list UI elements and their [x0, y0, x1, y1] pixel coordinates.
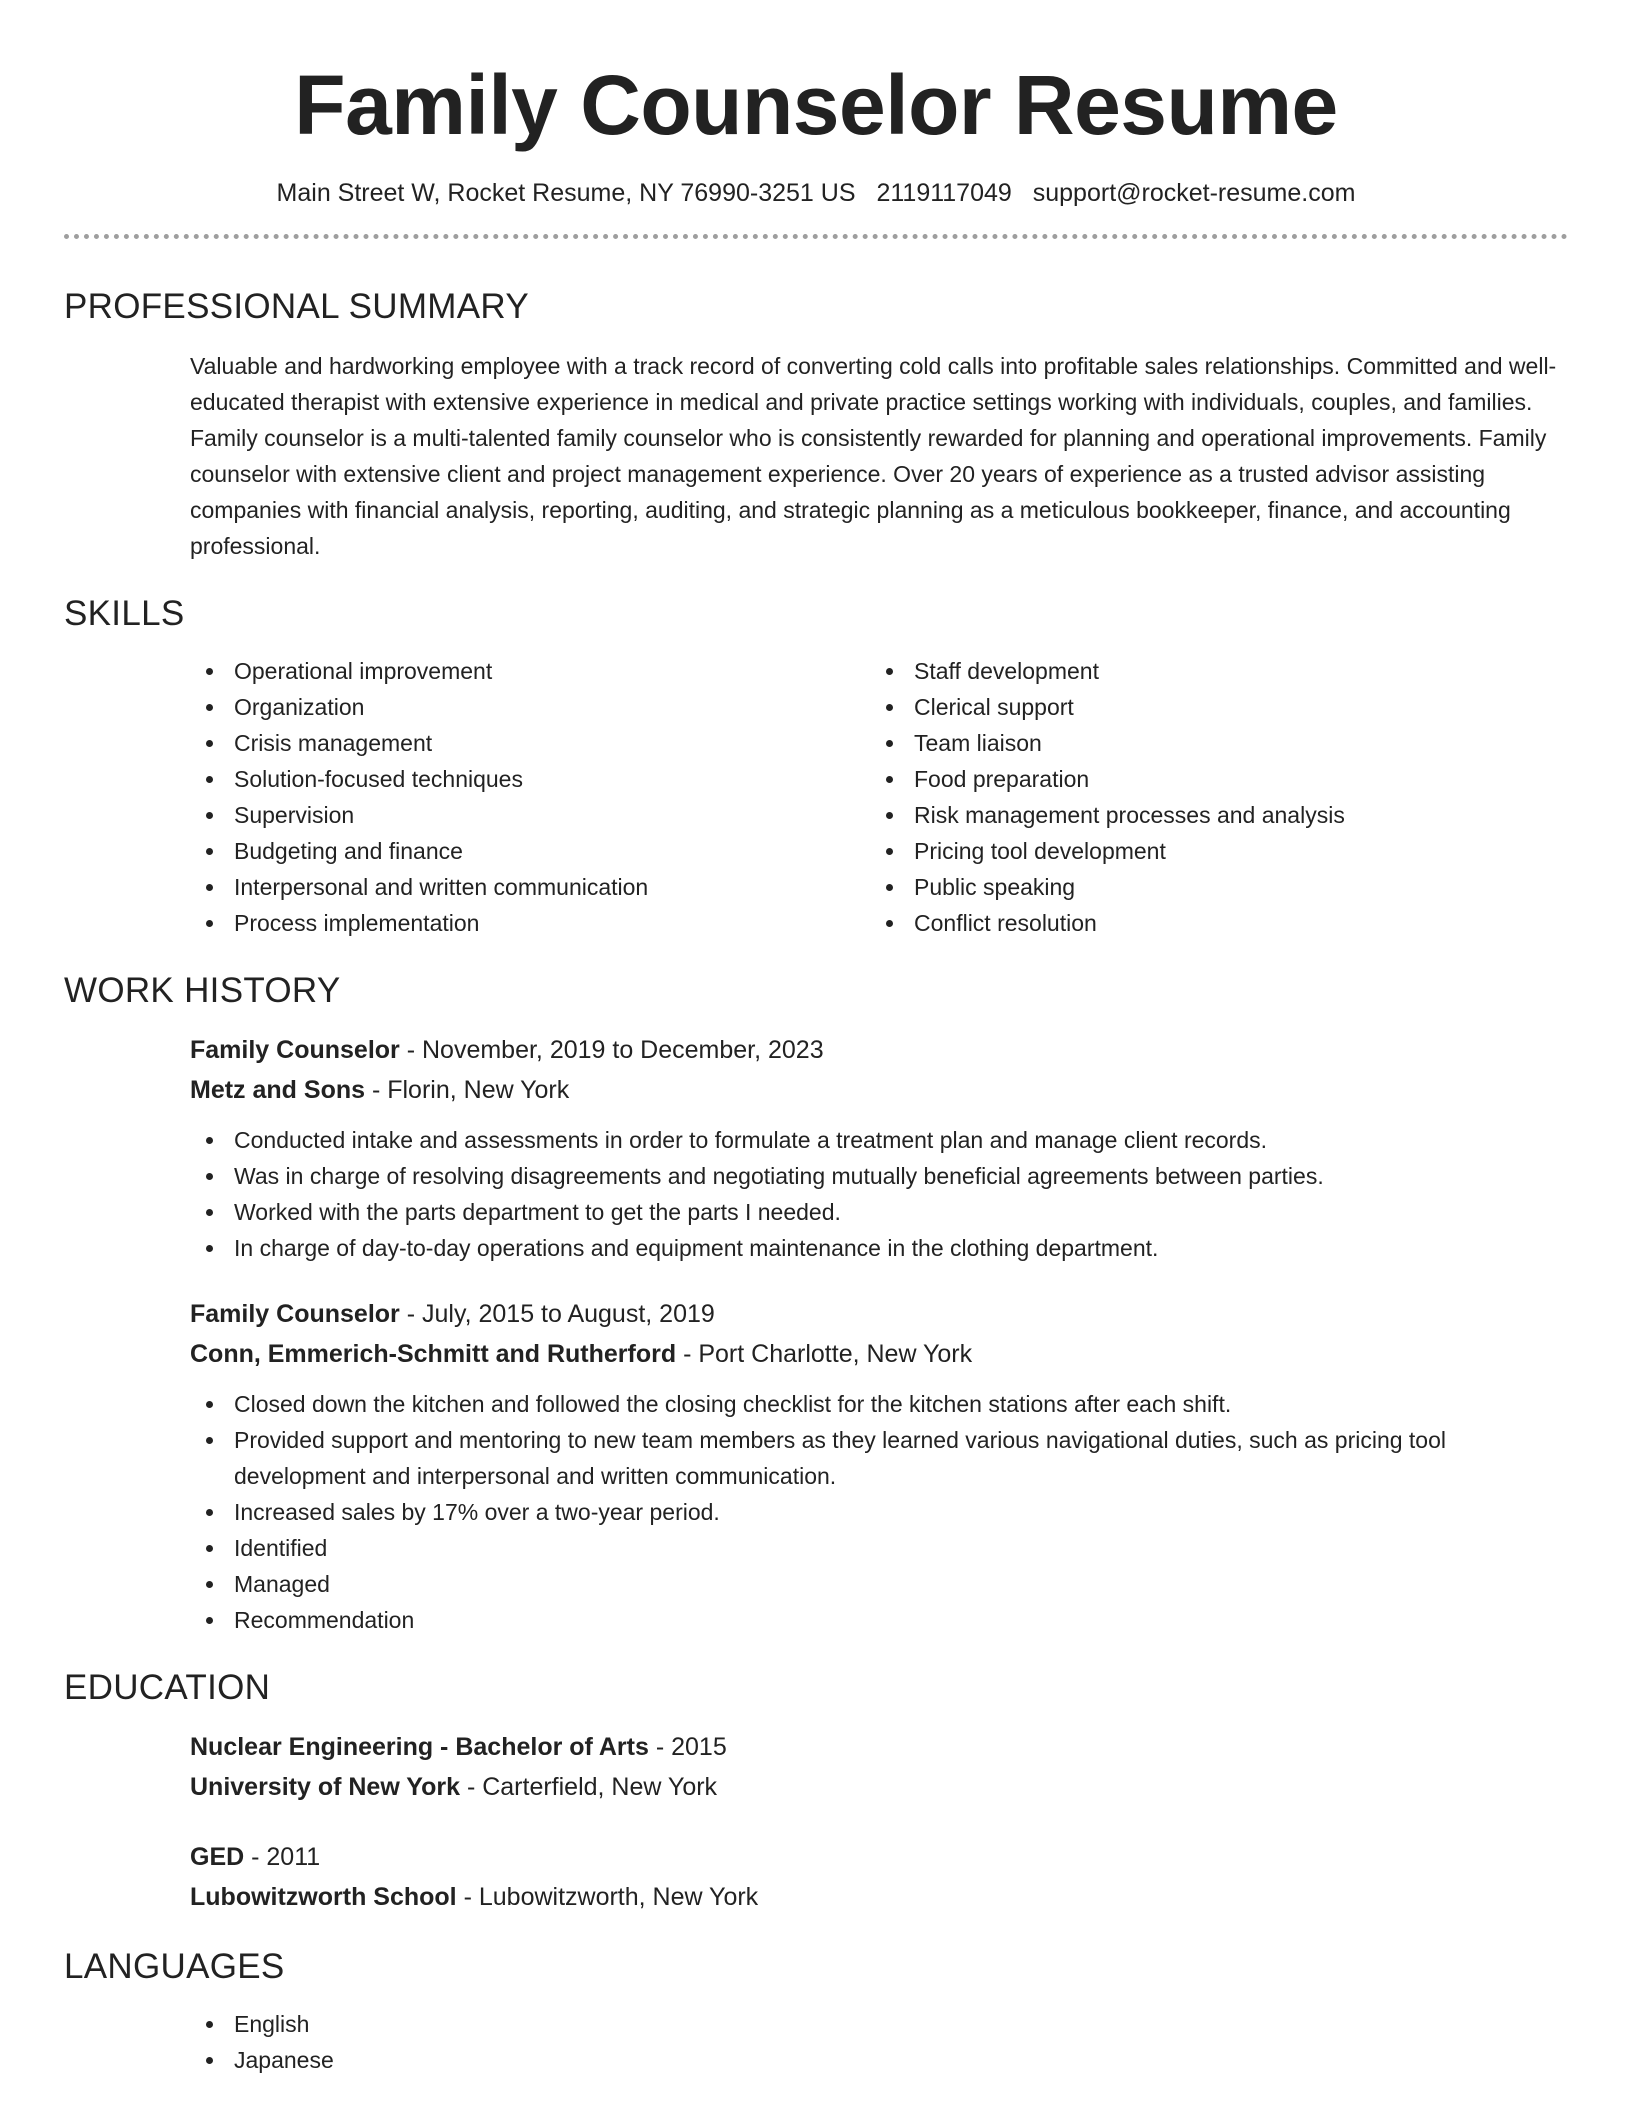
education-degree-line [190, 1837, 1568, 1877]
contact-address: Main Street W, Rocket Resume, NY 76990-3251 US [276, 179, 856, 207]
education-degree: GED [190, 1843, 245, 1871]
language-item: English [190, 2006, 1568, 2042]
contact-phone: 2119117049 [876, 179, 1012, 207]
skill-item: Risk management processes and analysis [870, 797, 1550, 833]
education-year: - 2015 [648, 1733, 727, 1761]
skills-grid [190, 653, 1568, 941]
job-bullet: Conducted intake and assessments in order to formulate a treatment plan and manage client records. [190, 1122, 1568, 1158]
languages-section [64, 1949, 1568, 2078]
skill-item: Food preparation [870, 761, 1550, 797]
work-history-heading: WORK HISTORY [64, 971, 341, 1010]
skill-item: Conflict resolution [870, 905, 1550, 941]
education-entry [190, 1837, 1568, 1917]
skill-item: Pricing tool development [870, 833, 1550, 869]
skill-item: Clerical support [870, 689, 1550, 725]
job-company-line [190, 1334, 1568, 1374]
education-school-line [190, 1767, 1568, 1807]
skill-item: Interpersonal and written communication [190, 869, 870, 905]
education-section [64, 1670, 1568, 1917]
education-location: - Carterfield, New York [460, 1773, 718, 1801]
summary-text: Valuable and hardworking employee with a track record of converting cold calls into profitable sales relationships. Committed and well-educated therapist with extensive experience in medical and private practice settings working with individuals, couples, and families. Family counselor is a multi-talented family counselor who is consistently rewarded for planning and operational improvements. Family counselor with extensive client and project management experience. Over 20 years of experience as a trusted advisor assisting companies with financial analysis, reporting, auditing, and strategic planning as a meticulous bookkeeper, finance, and accounting professional. [190, 353, 1557, 559]
skill-item: Solution-focused techniques [190, 761, 870, 797]
education-school: Lubowitzworth School [190, 1883, 457, 1911]
job-bullet: In charge of day-to-day operations and equipment maintenance in the clothing department. [190, 1230, 1568, 1266]
skills-column-left [190, 653, 870, 941]
job-role: Family Counselor [190, 1036, 400, 1064]
summary-heading: PROFESSIONAL SUMMARY [64, 287, 529, 326]
job-dates: - November, 2019 to December, 2023 [399, 1036, 824, 1064]
contact-email: support@rocket-resume.com [1032, 179, 1356, 207]
job-location: - Port Charlotte, New York [676, 1340, 973, 1368]
contact-line [64, 179, 1568, 208]
job-bullet: Closed down the kitchen and followed the closing checklist for the kitchen stations after each shift. [190, 1386, 1568, 1422]
skill-item: Supervision [190, 797, 870, 833]
job-role-line [190, 1294, 1568, 1334]
education-location: - Lubowitzworth, New York [456, 1883, 759, 1911]
job-location: - Florin, New York [365, 1076, 570, 1104]
skill-item: Operational improvement [190, 653, 870, 689]
languages-list [190, 2006, 1568, 2078]
header-divider [64, 234, 1568, 239]
education-year: - 2011 [244, 1843, 321, 1871]
summary-section [64, 289, 1568, 564]
education-entry [190, 1727, 1568, 1807]
job-company-line [190, 1070, 1568, 1110]
skill-item: Staff development [870, 653, 1550, 689]
job-entry [190, 1030, 1568, 1266]
languages-heading: LANGUAGES [64, 1947, 285, 1986]
job-bullet: Increased sales by 17% over a two-year period. [190, 1494, 1568, 1530]
skills-heading: SKILLS [64, 594, 185, 633]
education-degree: Nuclear Engineering - Bachelor of Arts [190, 1733, 649, 1761]
job-bullet: Identified [190, 1530, 1568, 1566]
education-school-line [190, 1877, 1568, 1917]
job-entry [190, 1294, 1568, 1638]
skill-item: Crisis management [190, 725, 870, 761]
job-role: Family Counselor [190, 1300, 400, 1328]
skill-item: Public speaking [870, 869, 1550, 905]
education-heading: EDUCATION [64, 1668, 271, 1707]
resume-title: Family Counselor Resume [294, 58, 1338, 152]
job-bullet: Recommendation [190, 1602, 1568, 1638]
job-company: Conn, Emmerich-Schmitt and Rutherford [190, 1340, 677, 1368]
skill-item: Process implementation [190, 905, 870, 941]
education-school: University of New York [190, 1773, 460, 1801]
skill-item: Budgeting and finance [190, 833, 870, 869]
job-role-line [190, 1030, 1568, 1070]
job-bullet: Provided support and mentoring to new team members as they learned various navigational duties, such as pricing tool development and interpersonal and written communication. [190, 1422, 1568, 1494]
job-bullets [64, 1386, 1568, 1638]
work-history-section [64, 973, 1568, 1638]
job-dates: - July, 2015 to August, 2019 [399, 1300, 715, 1328]
language-item: Japanese [190, 2042, 1568, 2078]
skills-section [64, 596, 1568, 941]
job-bullet: Managed [190, 1566, 1568, 1602]
skills-column-right [870, 653, 1550, 941]
job-company: Metz and Sons [190, 1076, 366, 1104]
skill-item: Team liaison [870, 725, 1550, 761]
job-bullet: Was in charge of resolving disagreements and negotiating mutually beneficial agreements between parties. [190, 1158, 1568, 1194]
job-bullets [64, 1122, 1568, 1266]
job-bullet: Worked with the parts department to get the parts I needed. [190, 1194, 1568, 1230]
education-degree-line [190, 1727, 1568, 1767]
skill-item: Organization [190, 689, 870, 725]
